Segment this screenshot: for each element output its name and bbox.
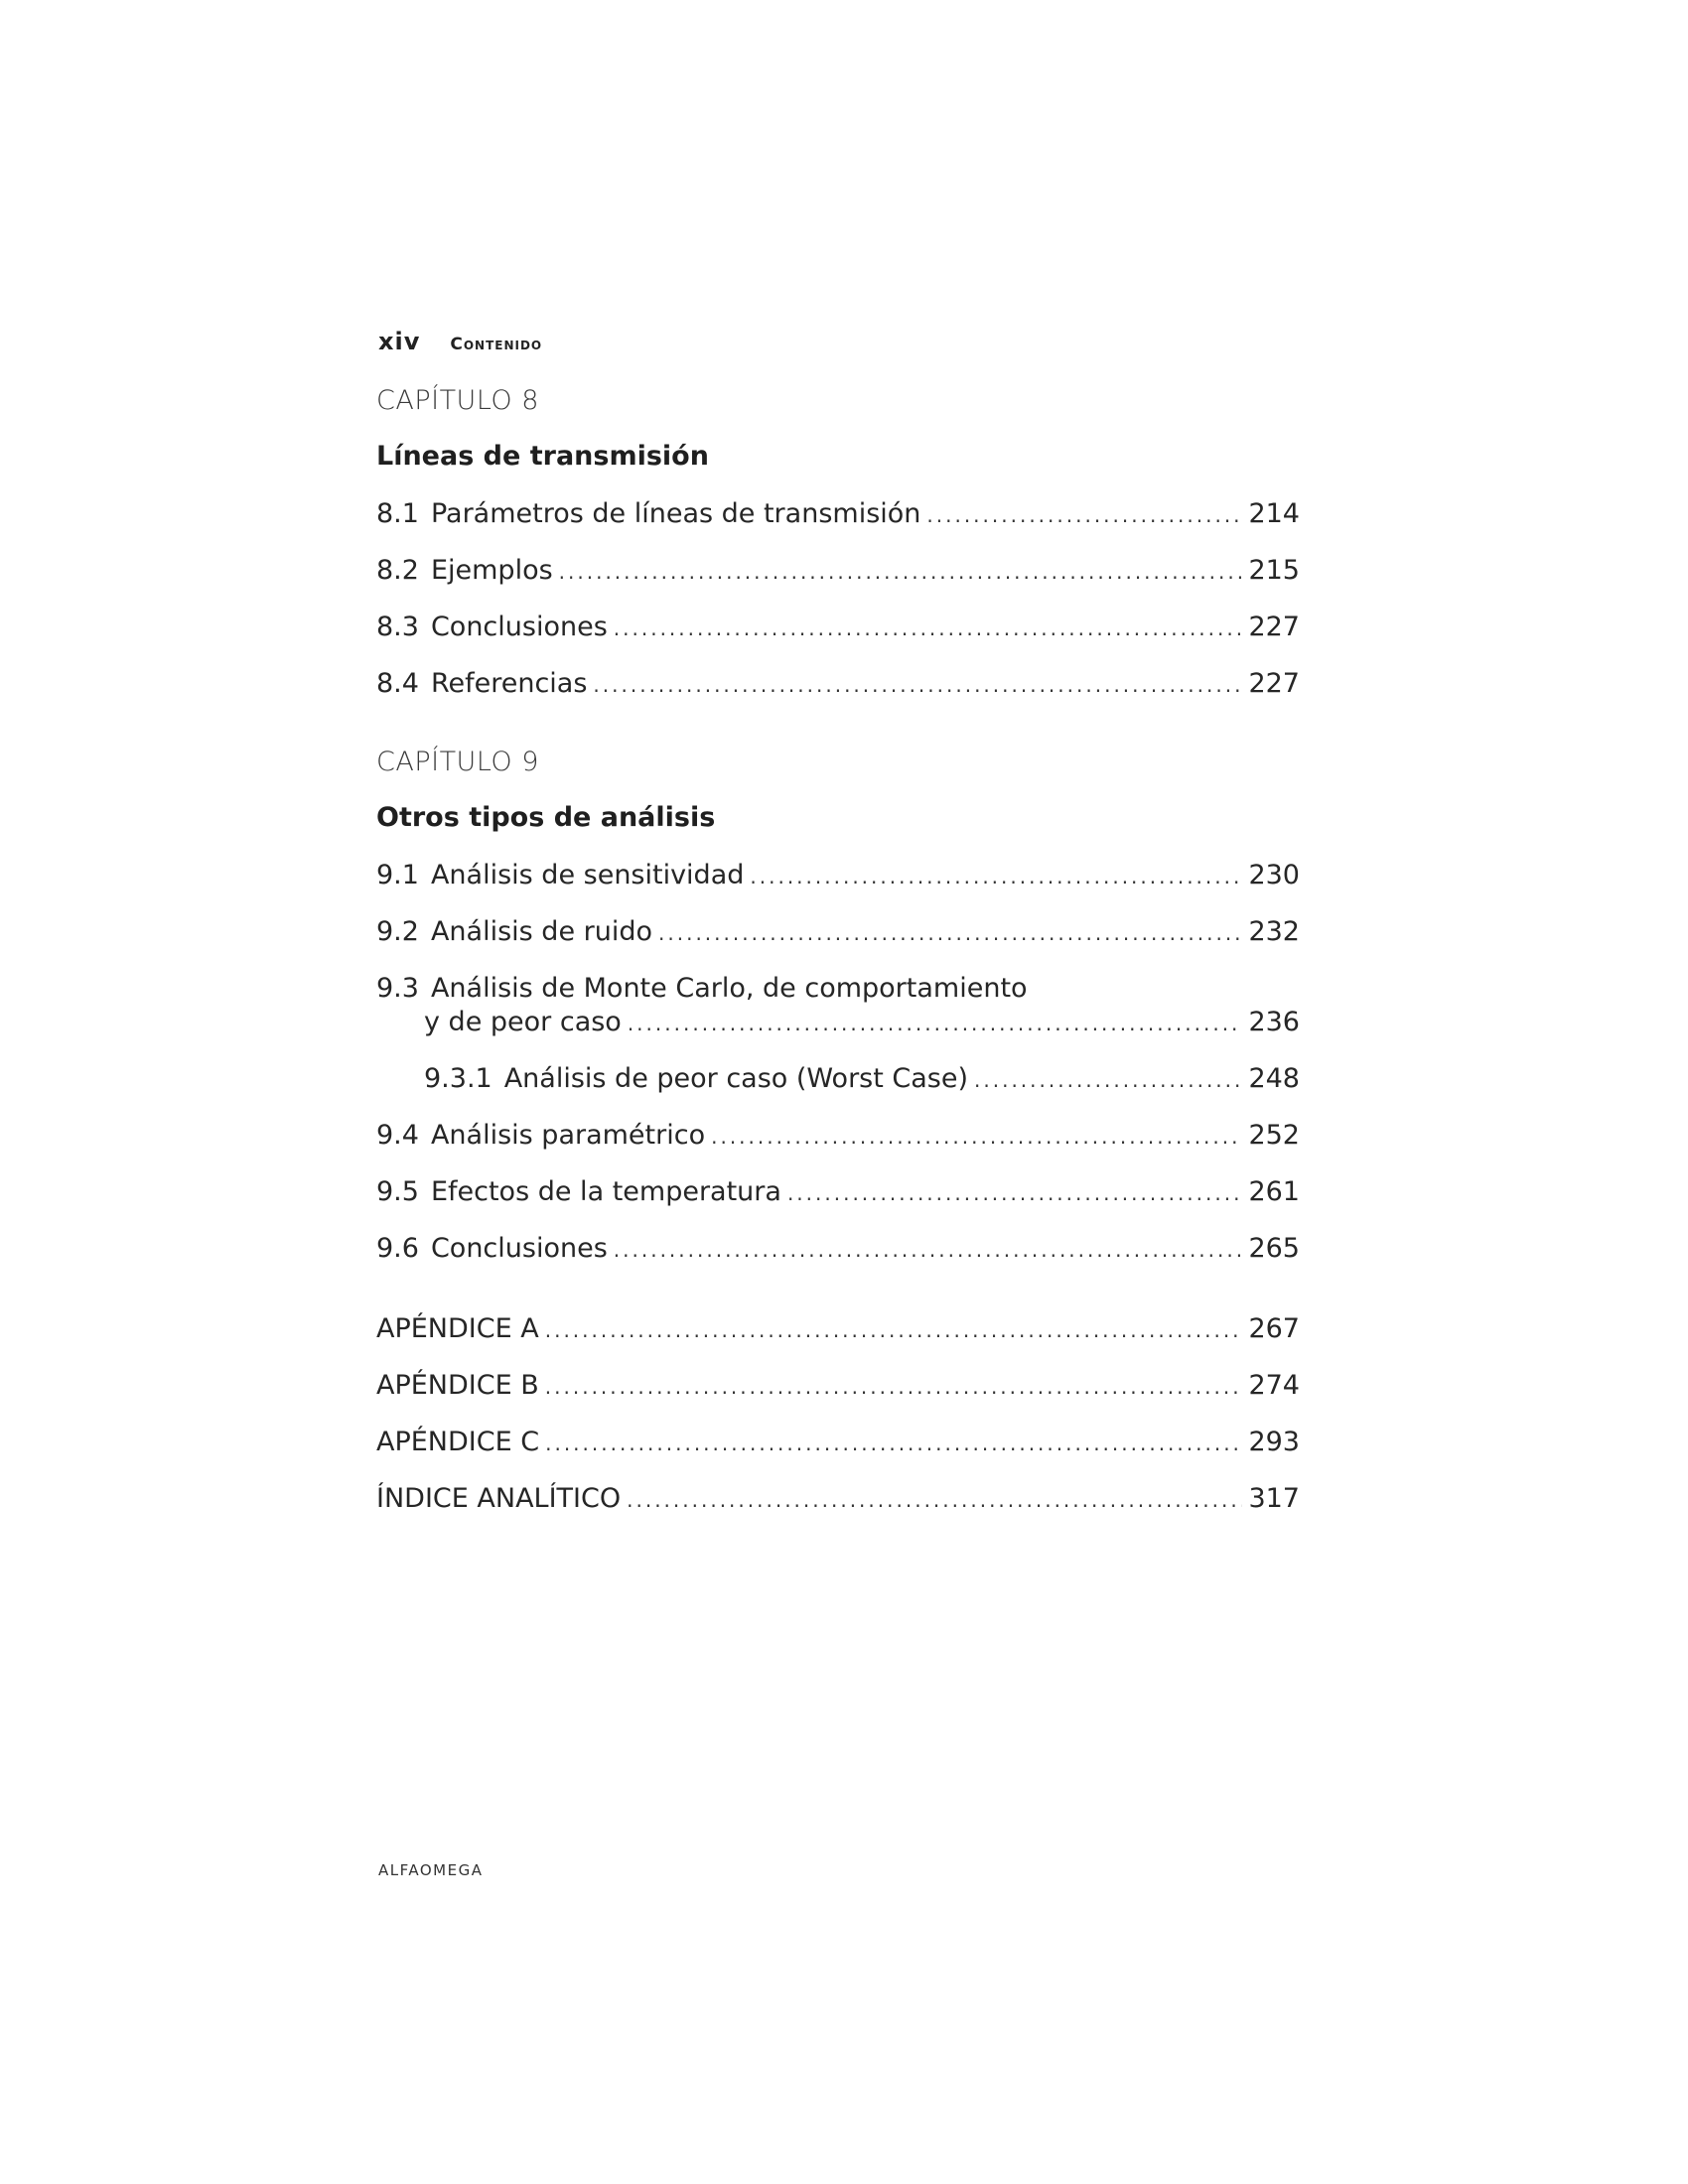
toc-subentry: 9.3.1 Análisis de peor caso (Worst Case) ..... 248 bbox=[376, 1063, 1300, 1099]
toc-appendix-entry: ÍNDICE ANALÍTICO ..... 317 bbox=[376, 1483, 1300, 1519]
toc-entry: 8.2 Ejemplos ..... 215 bbox=[376, 555, 1300, 591]
toc-entry: 9.5 Efectos de la temperatura ..... 261 bbox=[376, 1176, 1300, 1212]
publisher-footer: ALFAOMEGA bbox=[378, 1861, 484, 1879]
running-head-title: Contenido bbox=[450, 335, 543, 354]
toc-entry: 8.1 Parámetros de líneas de transmisión ..... 214 bbox=[376, 498, 1300, 534]
toc-entry: 9.4 Análisis paramétrico ..... 252 bbox=[376, 1120, 1300, 1156]
toc-entry: 8.4 Referencias ..... 227 bbox=[376, 668, 1300, 704]
toc-entry: 9.6 Conclusiones ..... 265 bbox=[376, 1233, 1300, 1269]
toc-entry: 9.2 Análisis de ruido ..... 232 bbox=[376, 916, 1300, 952]
chapter-8-title: Líneas de transmisión bbox=[376, 441, 709, 472]
toc-appendix-entry: APÉNDICE B ..... 274 bbox=[376, 1370, 1300, 1406]
toc-entry: 8.3 Conclusiones ..... 227 bbox=[376, 612, 1300, 647]
toc-page bbox=[376, 0, 1300, 2184]
running-head bbox=[378, 328, 542, 357]
toc-entry: 9.1 Análisis de sensitividad ..... 230 bbox=[376, 860, 1300, 895]
chapter-9-label: CAPÍTULO 9 bbox=[376, 747, 539, 777]
chapter-8-label: CAPÍTULO 8 bbox=[376, 385, 539, 416]
toc-entry-first-line: 9.3 Análisis de Monte Carlo, de comportamiento bbox=[376, 973, 1028, 1004]
toc-appendix-entry: APÉNDICE C ..... 293 bbox=[376, 1427, 1300, 1462]
toc-appendix-entry: APÉNDICE A ..... 267 bbox=[376, 1313, 1300, 1349]
chapter-9-title: Otros tipos de análisis bbox=[376, 802, 716, 833]
page-number: xiv bbox=[378, 328, 421, 355]
toc-entry: y de peor caso ..... 236 bbox=[376, 1007, 1300, 1042]
